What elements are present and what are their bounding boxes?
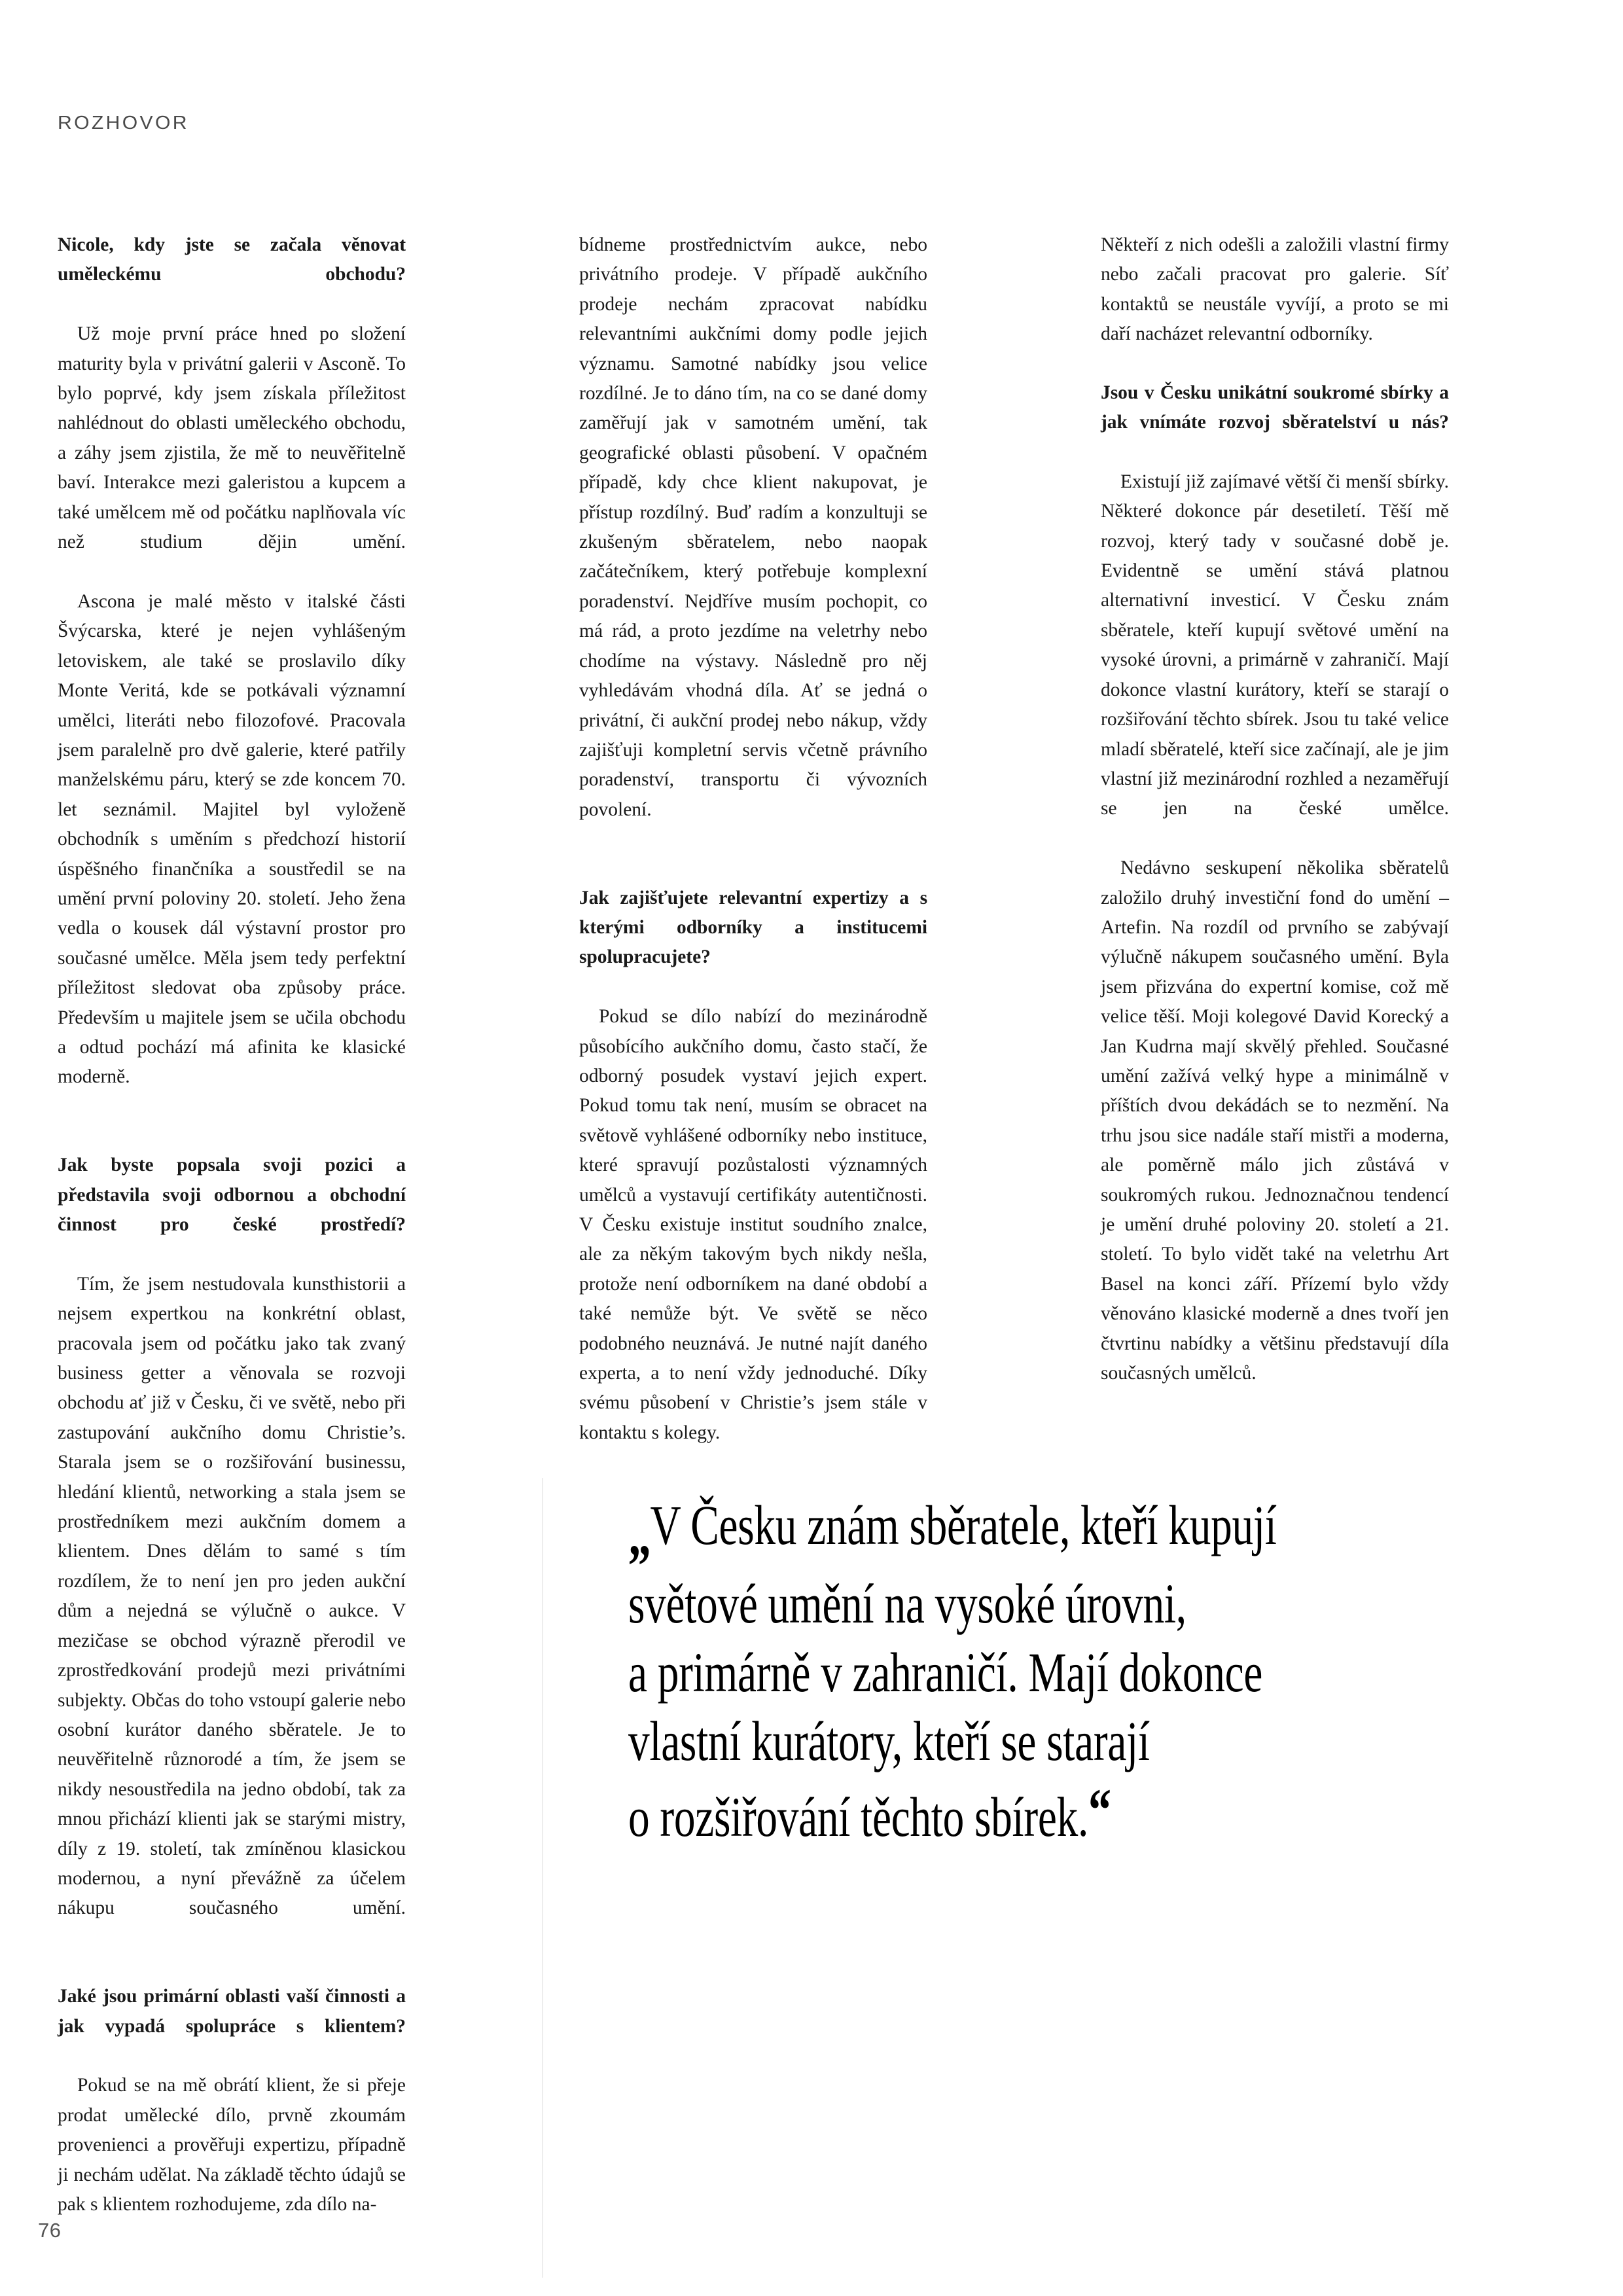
- answer-paragraph-4a: Pokud se dílo nabízí do mezinárodně působícího aukčního domu, často stačí, že odborný posudek vystaví jejich expert. Pokud tomu tak není, musím se obracet na světově vyhlášené odborníky nebo instituce, které spravují pozůstalosti významných umělců a vystavují certifikáty autentičnosti. V Česku existuje institut soudního znalce, ale za někým takovým bych nikdy nešla, protože není odborníkem na dané období a také nemůže být. Ve světě se něco podobného neuznává. Je nutné najít daného experta, a to není vždy jednoduché. Díky svému působení v Christie’s jsem stále v kontaktu s kolegy.: [579, 1006, 927, 1443]
- question-heading-1: Nicole, kdy jste se začala věnovat uměleckému obchodu?: [58, 234, 406, 285]
- answer-continuation-col2: bídneme prostřednictvím aukce, nebo privátního prodeje. V případě aukčního prodeje nechám zpracovat nabídku relevantními aukčními domy podle jejich významu. Samotné nabídky jsou velice rozdílné. Je to dáno tím, na co se dané domy zaměřují jak v samotném umění, tak geografické oblasti působení. V opačném případě, kdy chce klient nakupovat, je přístup rozdílný. Buď radím a konzultuji se zkušeným sběratelem, nebo naopak začátečníkem, který potřebuje komplexní poradenství. Nejdříve musím pochopit, co má rád, a proto jezdíme na veletrhy nebo chodíme na výstavy. Následně pro něj vyhledávám vhodná díla. Ať se jedná o privátní, či aukční prodej nebo nákup, vždy zajišťuji kompletní servis včetně právního poradenství, transportu či vývozních povolení.: [579, 234, 927, 820]
- page-number: 76: [38, 2219, 62, 2242]
- running-header: ROZHOVOR: [58, 113, 189, 134]
- question-heading-3: Jaké jsou primární oblasti vaší činnosti a jak vypadá spolupráce s klientem?: [58, 1986, 406, 2037]
- answer-paragraph-1b: Ascona je malé město v italské části Švýcarska, které je nejen vyhlášeným letoviskem, ale také se proslavilo díky Monte Veritá, kde se potkávali významní umělci, literáti nebo filozofové. Pracovala jsem paralelně pro dvě galerie, které patřily manželskému páru, který se zde koncem 70. let seznámil. Majitel byl vyloženě obchodník s uměním s předchozí historií úspěšného finančníka a soustředil se na umění první poloviny 20. století. Jeho žena vedla o kousek dál výstavní prostor pro současné umělce. Měla jsem tedy perfektní příležitost sledovat oba způsoby práce. Především u majitele jsem se učila obchodu a odtud pochází má afinita ke klasické moderně.: [58, 590, 406, 1088]
- question-heading-4: Jak zajišťujete relevantní expertizy a s kterými odborníky a institucemi spolupracujete?: [579, 887, 927, 968]
- quote-open-mark: „: [628, 1501, 651, 1568]
- pull-quote-line-4: vlastní kurátory, kteří se starají: [628, 1709, 1150, 1772]
- answer-paragraph-2a: Tím, že jsem nestudovala kunsthistorii a nejsem expertkou na konkrétní oblast, pracovala jsem od počátku jako tak zvaný business getter a věnovala se rozvoji obchodu ať již v Česku, či ve světě, nebo při zastupování aukčního domu Christie’s. Starala jsem se o rozšiřování businessu, hledání klientů, networking a stala jsem se prostředníkem mezi aukčním domem a klientem. Dnes dělám to samé s tím rozdílem, že to není jen pro jeden aukční dům a nejedná se výlučně o aukce. V mezičase se obchod výrazně přerodil ve zprostředkování prodejů mezi privátními subjekty. Občas do toho vstoupí galerie nebo osobní kurátor daného sběratele. Je to neuvěřitelně různorodé a tím, že jsem se nikdy nesoustředila na jedno období, tak za mnou přichází klienti jak se starými mistry, díly z 19. století, tak zmíněnou klasickou modernou, a nyní převážně za účelem nákupu současného umění.: [58, 1273, 406, 1919]
- pull-quote-line-5: [628, 1776, 1480, 1852]
- text-column-3: [1101, 230, 1449, 1388]
- question-heading-2: Jak byste popsala svoji pozici a představila svoji odbornou a obchodní činnost pro české prostředí?: [58, 1155, 406, 1235]
- answer-paragraph-5b: Nedávno seskupení několika sběratelů založilo druhý investiční fond do umění – Artefin. Na rozdíl od prvního se zabývají výlučně nákupem současného umění. Byla jsem přizvána do expertní komise, což mě velice těší. Moji kolegové David Korecký a Jan Kudrna mají skvělý přehled. Současné umění zažívá velký hype a minimálně v příštích dvou dekádách se to nezmění. Na trhu jsou sice nadále staří mistři a moderna, ale poměrně málo jich zůstává v soukromých rukou. Jednoznačnou tendencí je umění druhé poloviny 20. století a 21. století. To bylo vidět také na veletrhu Art Basel na konci září. Přízemí bylo vždy věnováno klasické moderně a dnes tvoří jen čtvrtinu nabídky a většinu představují díla současných umělců.: [1101, 857, 1449, 1384]
- text-column-1: [58, 230, 406, 2219]
- pull-quote-text-1: V Česku znám sběratele, kteří kupují: [650, 1494, 1277, 1556]
- pull-quote-line-2: světové umění na vysoké úrovni,: [628, 1571, 1186, 1635]
- answer-paragraph-5a: Existují již zajímavé větší či menší sbírky. Některé dokonce pár desetiletí. Těší mě rozvoj, který tady v současné době je. Evidentně se umění stává platnou alternativní investicí. V Česku znám sběratele, kteří kupují světové umění na vysoké úrovni, a primárně v zahraničí. Mají dokonce vlastní kurátory, kteří se starají o rozšiřování těchto sbírek. Jsou tu také velice mladí sběratelé, kteří sice začínají, ale je jim vlastní již mezinárodní rozhled a nezaměřují se jen na české umělce.: [1101, 471, 1449, 819]
- pull-quote-line-1: [628, 1491, 1480, 1570]
- text-column-2: [579, 230, 927, 1448]
- pull-quote: [628, 1491, 1480, 1852]
- answer-paragraph-3a: Pokud se na mě obrátí klient, že si přeje prodat umělecké dílo, prvně zkoumám provenienci a prověřuji expertizu, případně ji nechám udělat. Na základě těchto údajů se pak s klientem rozhodujeme, zda dílo na-: [58, 2075, 406, 2215]
- answer-paragraph-1a: Už moje první práce hned po složení maturity byla v privátní galerii v Asconě. To bylo poprvé, kdy jsem získala příležitost nahlédnout do oblasti uměleckého obchodu, a záhy jsem zjistila, že mě to neuvěřitelně baví. Interakce mezi galeristou a kupcem a také umělcem mě od počátku naplňovala víc než studium dějin umění.: [58, 323, 406, 553]
- pull-quote-line-3: a primárně v zahraničí. Mají dokonce: [628, 1640, 1263, 1704]
- question-heading-5: Jsou v Česku unikátní soukromé sbírky a jak vnímáte rozvoj sběratelství u nás?: [1101, 382, 1449, 433]
- answer-continuation-col3: Někteří z nich odešli a založili vlastní firmy nebo začali pracovat pro galerie. Síť kontaktů se neustále vyvíjí, a proto se mi daří nacházet relevantní odborníky.: [1101, 234, 1449, 345]
- quote-close-mark: “: [1088, 1776, 1111, 1843]
- pull-quote-text-5: o rozšiřování těchto sbírek.: [628, 1785, 1088, 1848]
